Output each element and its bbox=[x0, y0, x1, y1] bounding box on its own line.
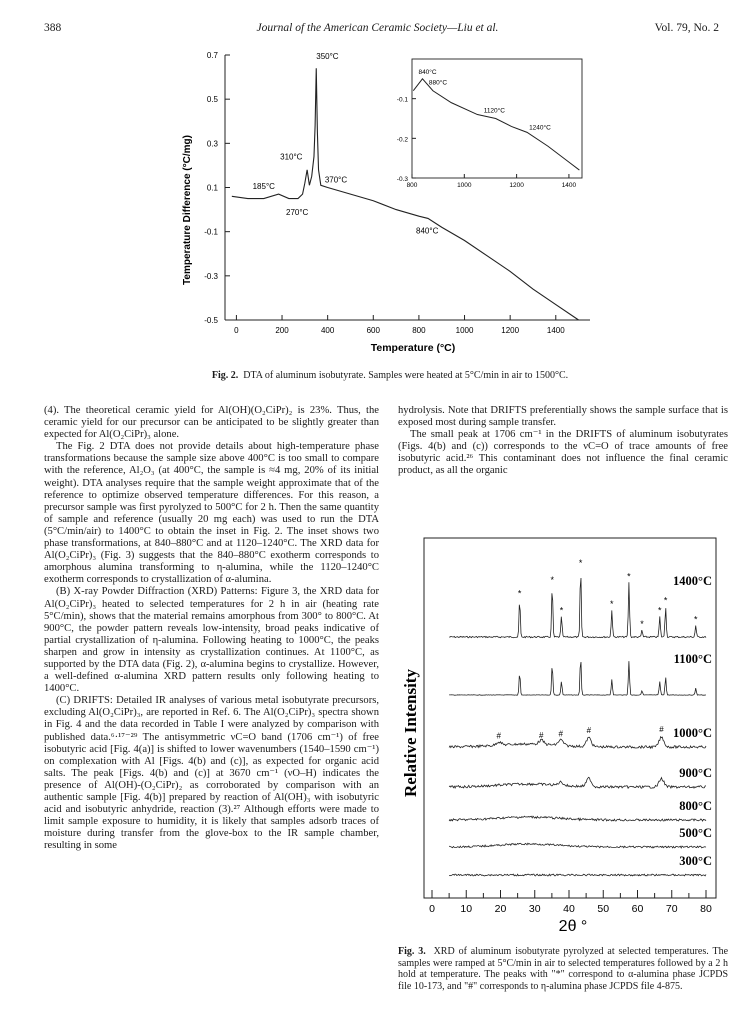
fig2-x-tick-label: 600 bbox=[366, 326, 380, 335]
fig3-trace bbox=[449, 816, 706, 821]
fig3-xrd-chart bbox=[398, 535, 733, 935]
fig3-trace bbox=[449, 843, 706, 848]
fig3-alpha-marker: * bbox=[640, 619, 644, 630]
fig3-trace bbox=[449, 578, 706, 638]
fig2-annotation: 310°C bbox=[280, 152, 303, 162]
paragraph: (4). The theoretical ceramic yield for Al(OH)(O₂CiPr)₂ is 23%. Thus, the ceramic yield for our precursor can be anticipated to be slightly greater than expected for Al(O₂CiPr)₃ alone. bbox=[44, 405, 379, 441]
fig3-eta-marker: # bbox=[586, 726, 592, 736]
fig3-x-tick-label: 10 bbox=[460, 903, 473, 915]
fig2-inset-annotation: 1120°C bbox=[483, 107, 505, 115]
left-column bbox=[44, 405, 379, 852]
fig2-x-tick-label: 200 bbox=[275, 326, 289, 335]
fig2-inset-x-tick-label: 800 bbox=[406, 182, 418, 189]
fig2-y-tick-label: -0.5 bbox=[204, 316, 218, 325]
fig3-temperature-label: 1000°C bbox=[672, 726, 712, 740]
fig2-inset-x-tick-label: 1000 bbox=[457, 182, 472, 189]
fig3-traces bbox=[449, 558, 706, 876]
fig2-y-tick-label: 0.3 bbox=[206, 139, 218, 149]
fig3-alpha-marker: * bbox=[658, 605, 662, 616]
fig2-caption bbox=[160, 370, 620, 382]
fig2-inset-y-tick-label: -0.3 bbox=[396, 176, 408, 183]
fig3-caption-text: XRD of aluminum isobutyrate pyrolyzed at selected temperatures. The samples were ramped at 5°C/min in air to selected temperatures followed by a 2 h hold at temperature. The peaks with "*" correspond to α-alumina phase JCPDS file 10-173, and "#" corresponds to η-alumina phase JCPDS file 4-875. bbox=[398, 946, 729, 992]
page-number: 388 bbox=[44, 22, 62, 34]
fig2-y-tick-label: 0.1 bbox=[206, 183, 218, 193]
paragraph: hydrolysis. Note that DRIFTS preferentially shows the sample surface that is exposed most during sample transfer. bbox=[398, 405, 728, 429]
fig3-temperature-label: 1400°C bbox=[672, 574, 712, 588]
fig2-inset-annotation: 880°C bbox=[428, 79, 448, 87]
fig3-x-label: 2θ ° bbox=[558, 918, 588, 935]
paragraph: The Fig. 2 DTA does not provide details about high-temperature phase transformations because the sample size above 400°C is too small to compare with the reference, Al₂O₃ (at 400°C, the sample is ≈4 mg, 20% of its initial weight). DTA analyses require that the sample weight approximate that of the reference to optimize observed temperature differences. For this reason, a precursor sample was first pyrolyzed to 500°C for 2 h. Then the same quantity of sample and reference (usually 20 mg each) was used to run the DTA (5°C/min/air) to 1400°C to obtain the inset in Fig. 2. The inset shows two phase transformations, at 840–880°C and at 1120–1240°C. The XRD data for Al(O₂CiPr)₃ (Fig. 3) suggests that the 840–880°C exotherm corresponds to amorphous alumina transforming to η-alumina, while the 1120–1240°C exotherm corresponds to crystallization of α-alumina. bbox=[44, 441, 379, 586]
fig2-annotation: 270°C bbox=[286, 207, 309, 217]
fig2-y-tick-label: 0.5 bbox=[206, 95, 218, 105]
fig2-caption-text: DTA of aluminum isobutyrate. Samples were heated at 5°C/min in air to 1500°C. bbox=[243, 370, 569, 381]
volume-info: Vol. 79, No. 2 bbox=[654, 22, 719, 34]
fig3-x-tick-label: 50 bbox=[597, 903, 610, 915]
fig2-inset-x-tick-label: 1200 bbox=[509, 182, 524, 189]
fig2-annotation: 185°C bbox=[252, 181, 275, 191]
fig2-x-tick-label: 800 bbox=[412, 326, 426, 335]
fig3-temperature-label: 900°C bbox=[679, 766, 712, 780]
fig3-caption bbox=[398, 946, 728, 992]
fig2-inset-x-tick-label: 1400 bbox=[561, 182, 577, 189]
right-column bbox=[398, 405, 728, 478]
fig2-inset-frame bbox=[412, 59, 582, 178]
paragraph: The small peak at 1706 cm⁻¹ in the DRIFTS of aluminum isobutyrates (Figs. 4(b) and (c)) corresponds to the νC=O of trace amounts of free isobutyric acid.²⁶ This contaminant does not influence the final ceramic product, as all the organic bbox=[398, 429, 728, 477]
fig3-trace bbox=[449, 661, 706, 695]
fig3-x-tick-label: 70 bbox=[665, 903, 678, 915]
fig3-trace bbox=[449, 777, 706, 788]
fig2-caption-label: Fig. 2. bbox=[211, 370, 239, 381]
fig2-inset-y-tick-label: -0.1 bbox=[396, 96, 408, 104]
fig2-inset-annotation: 840°C bbox=[418, 68, 437, 76]
fig2-x-tick-label: 1400 bbox=[546, 326, 565, 335]
fig3-eta-marker: # bbox=[496, 731, 502, 741]
fig3-trace bbox=[449, 874, 706, 876]
fig3-alpha-marker: * bbox=[550, 575, 554, 585]
fig3-temperature-label: 800°C bbox=[679, 799, 712, 813]
fig3-y-label: Relative Intensity bbox=[401, 669, 420, 797]
fig3-alpha-marker: * bbox=[517, 588, 522, 599]
fig3-frame-rect bbox=[424, 538, 716, 898]
fig2-inset-annotation: 1240°C bbox=[529, 124, 551, 132]
fig2-annotations bbox=[253, 52, 439, 236]
fig3-temperature-label: 300°C bbox=[679, 854, 712, 868]
fig2-x-label: Temperature (°C) bbox=[370, 342, 456, 354]
fig3-eta-marker: # bbox=[539, 730, 544, 740]
fig2-y-tick-label: -0.3 bbox=[204, 271, 218, 281]
fig2-x-tick-label: 0 bbox=[234, 326, 239, 335]
paragraph: (B) X-ray Powder Diffraction (XRD) Patterns: Figure 3, the XRD data for Al(O₂CiPr)₃ heated to selected temperatures for 2 h in air (heating rate 5°C/min), shows that the material remains amorphous from 300° to 800°C. At 900°C, the powder pattern reveals low-intensity, broad peaks indicative of partial crystallization of η-alumina. Following heating to 1000°C, the peaks sharpen and grow in intensity as crystallization continues. At 1100°C, as supported by the DTA data (Fig. 2), α-alumina begins to crystallize. However, a well-defined α-alumina XRD pattern results only following heating to 1400°C. bbox=[44, 586, 379, 695]
paragraph: (C) DRIFTS: Detailed IR analyses of various metal isobutyrate precursors, excluding Al(O₂CiPr)₃, are reported in Ref. 6. The Al(O₂CiPr)₃ spectra shown in Fig. 4 and the data recorded in Table I were analyzed by comparison with published data.⁶·¹⁷⁻²⁹ The antisymmetric νC=O band (1706 cm⁻¹) of free isobutyric acid [Fig. 4(a)] is shifted to lower wavenumbers (1540–1590 cm⁻¹) on complexation with Al [Figs. 4(b) and (c)], as expected for organic acid salts. The peak [Figs. 4(b) and (c)] at 3670 cm⁻¹ (νO–H) indicates the presence of Al(OH)-(O₂CiPr)₂ as corroborated by comparison with an authentic sample [Fig. 4(b)] prepared by reaction of Al(OH)₃ with isobutyric acid and isobutyric anhydride, reaction (3).²⁷ Although efforts were made to limit sample exposure to humidity, it is likely that samples adsorb traces of moisture during transfer from the glove-box to the IR sample chamber, resulting in some bbox=[44, 695, 379, 852]
fig2-annotation: 840°C bbox=[416, 226, 439, 236]
fig2-x-tick-label: 400 bbox=[320, 326, 335, 335]
fig2-x-tick-label: 1200 bbox=[501, 326, 520, 335]
fig3-x-tick-label: 40 bbox=[563, 903, 575, 915]
fig3-x-tick-label: 20 bbox=[494, 903, 507, 915]
fig3-caption-label: Fig. 3. bbox=[398, 946, 426, 957]
fig2-annotation: 370°C bbox=[324, 175, 348, 185]
fig3-eta-marker: # bbox=[558, 729, 564, 739]
fig3-alpha-marker: * bbox=[578, 558, 583, 568]
fig2-inset bbox=[397, 59, 582, 189]
fig3-x-tick-label: 60 bbox=[631, 903, 644, 915]
fig3-alpha-marker: * bbox=[627, 571, 631, 582]
fig3-x-tick-label: 0 bbox=[429, 903, 435, 915]
fig3-x-tick-label: 30 bbox=[528, 903, 541, 915]
fig3-trace bbox=[449, 737, 706, 749]
fig2-inset-y-tick-label: -0.2 bbox=[396, 136, 408, 144]
journal-title: Journal of the American Ceramic Society—Liu et al. bbox=[256, 22, 499, 34]
fig3-alpha-marker: * bbox=[693, 614, 698, 625]
fig3-alpha-marker: * bbox=[663, 595, 668, 606]
fig2-y-tick-label: 0.7 bbox=[206, 51, 218, 60]
fig2-annotation: 350°C bbox=[316, 51, 339, 61]
fig3-alpha-marker: * bbox=[610, 598, 614, 609]
fig3-temperature-label: 1100°C bbox=[673, 652, 712, 666]
fig3-temperature-label: 500°C bbox=[679, 826, 712, 840]
fig2-x-tick-label: 1000 bbox=[455, 326, 474, 335]
fig3-x-tick-label: 80 bbox=[700, 903, 712, 915]
fig2-y-tick-label: -0.1 bbox=[204, 227, 218, 237]
fig3-alpha-marker: * bbox=[559, 605, 564, 616]
fig3-labels bbox=[673, 574, 712, 868]
fig3-eta-marker: # bbox=[659, 725, 664, 735]
fig2-y-label: Temperature Difference (°C/mg) bbox=[182, 135, 193, 285]
fig2-dta-chart bbox=[180, 45, 620, 360]
